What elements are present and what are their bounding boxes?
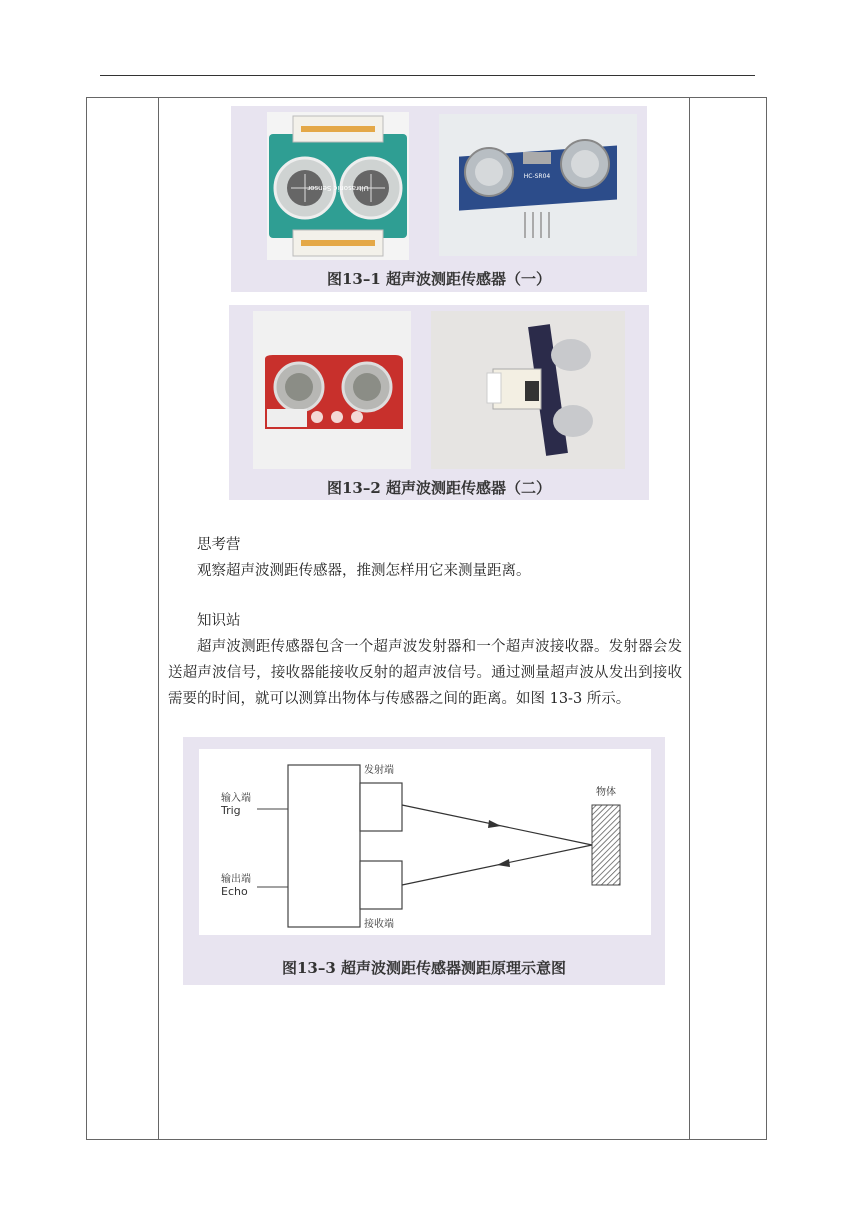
table-divider-left xyxy=(158,97,159,1140)
think-heading: 思考营 xyxy=(197,537,241,553)
header-rule xyxy=(100,75,755,76)
figure-caption: 图13–3 超声波测距传感器测距原理示意图 xyxy=(281,959,567,977)
table-divider-right xyxy=(689,97,690,1140)
sensor-photo-angled xyxy=(431,311,625,469)
sensor-photo-teal xyxy=(267,112,409,260)
receiver-block xyxy=(360,861,402,909)
label-input-cn: 输入端 xyxy=(221,793,251,804)
sensor-photo-red xyxy=(253,311,411,469)
figure-caption: 图13–1 超声波测距传感器（一） xyxy=(326,270,552,288)
label-receiver: 接收端 xyxy=(364,919,394,930)
figure-13-2 xyxy=(229,305,649,500)
knowledge-heading: 知识站 xyxy=(197,613,241,629)
figure-13-3 xyxy=(183,737,665,985)
think-text: 观察超声波测距传感器，推测怎样用它来测量距离。 xyxy=(197,563,531,579)
module-label-hcsr04: HC-SR04 xyxy=(523,173,551,180)
sensor-photo-hcsr04 xyxy=(439,114,637,256)
module-label-ultrasonic: Ultrasonic Sensor xyxy=(307,184,369,192)
label-transmitter: 发射端 xyxy=(364,765,394,776)
knowledge-paragraph: 超声波测距传感器包含一个超声波发射器和一个超声波接收器。发射器会发送超声波信号，接收器能接收反射的超声波信号。通过测量超声波从发出到接收需要的时间，就可以测算出物体与传感器之间的距离。如图 13-3 所示。 xyxy=(168,639,682,707)
controller-block xyxy=(288,765,360,927)
object-block xyxy=(592,805,620,885)
figure-13-1 xyxy=(231,106,647,292)
think-section xyxy=(197,532,677,584)
label-object: 物体 xyxy=(596,787,616,798)
label-output-en: Echo xyxy=(221,885,248,898)
figure-caption: 图13–2 超声波测距传感器（二） xyxy=(326,479,552,497)
transmitter-block xyxy=(360,783,402,831)
label-input-en: Trig xyxy=(221,804,241,817)
label-output-cn: 输出端 xyxy=(221,874,251,885)
